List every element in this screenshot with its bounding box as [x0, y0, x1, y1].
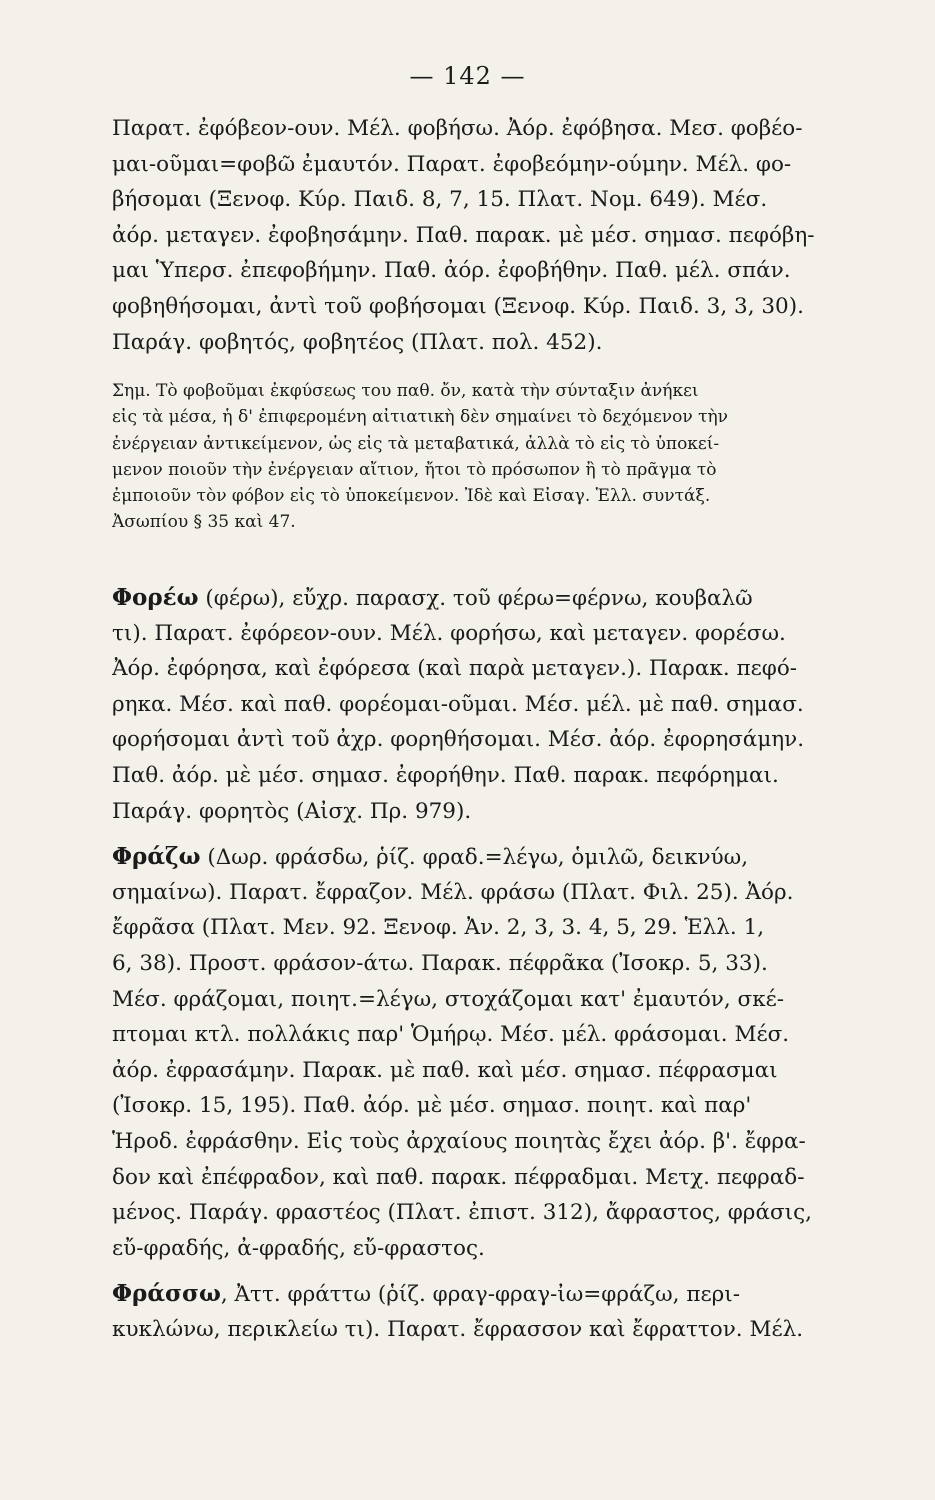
headword-foreo: Φορέω	[112, 584, 199, 611]
note-line: ἐμποιοῦν τὸν φόβον εἰς τὸ ὑποκείμενον. Ἰδὲ καὶ Εἰσαγ. Ἑλλ. συντάξ.	[112, 486, 711, 507]
text-line: μένος. Παράγ. φραστέος (Πλατ. ἐπιστ. 312), ἄφραστος, φράσις,	[112, 1200, 812, 1226]
text-line: μαι-οῦμαι=φοβῶ ἐμαυτόν. Παρατ. ἐφοβεόμην-ούμην. Μέλ. φο-	[112, 151, 792, 177]
text-line: Ἀόρ. ἐφόρησα, καὶ ἐφόρεσα (καὶ παρὰ μεταγεν.). Παρακ. πεφό-	[112, 656, 798, 682]
text-line: Ἡροδ. ἐφράσθην. Εἰς τοὺς ἀρχαίους ποιητὰς ἔχει ἀόρ. β'. ἔφρα-	[112, 1128, 806, 1154]
text-line: Παράγ. φοβητός, φοβητέος (Πλατ. πολ. 452).	[112, 329, 603, 355]
text-line: σημαίνω). Παρατ. ἔφραζον. Μέλ. φράσω (Πλατ. Φιλ. 25). Ἀόρ.	[112, 879, 794, 905]
text-line: ρηκα. Μέσ. καὶ παθ. φορέομαι-οῦμαι. Μέσ. μέλ. μὲ παθ. σημασ.	[112, 691, 804, 717]
text-line: Μέσ. φράζομαι, ποιητ.=λέγω, στοχάζομαι κατ' ἐμαυτόν, σκέ-	[112, 986, 785, 1012]
text-line: ἀόρ. μεταγεν. ἐφοβησάμην. Παθ. παρακ. μὲ μέσ. σημασ. πεφόβη-	[112, 222, 815, 248]
text-line: Παρατ. ἐφόβεον-ουν. Μέλ. φοβήσω. Ἀόρ. ἐφόβησα. Μεσ. φοβέο-	[112, 116, 803, 141]
text-line: Παράγ. φορητὸς (Αἰσχ. Πρ. 979).	[112, 798, 472, 824]
entries-block	[112, 580, 850, 1347]
text-line: πτομαι κτλ. πολλάκις παρ' Ὁμήρῳ. Μέσ. μέλ. φράσομαι. Μέσ.	[112, 1022, 790, 1048]
text-line: μαι Ὑπερσ. ἐπεφοβήμην. Παθ. ἀόρ. ἐφοβήθην. Παθ. μέλ. σπάν.	[112, 258, 791, 284]
note-line: Ἀσωπίου § 35 καὶ 47.	[112, 512, 296, 533]
text-line: βήσομαι (Ξενοφ. Κύρ. Παιδ. 8, 7, 15. Πλατ. Νομ. 649). Μέσ.	[112, 187, 768, 213]
entry-foreo-first-line	[112, 580, 850, 616]
text-line: Παθ. ἀόρ. μὲ μέσ. σημασ. ἐφορήθην. Παθ. παρακ. πεφόρημαι.	[112, 762, 779, 788]
text-line: ἔφρᾶσα (Πλατ. Μεν. 92. Ξενοφ. Ἀν. 2, 3, 3. 4, 5, 29. Ἑλλ. 1,	[112, 915, 765, 941]
text-line: φοβηθήσομαι, ἀντὶ τοῦ φοβήσομαι (Ξενοφ. Κύρ. Παιδ. 3, 3, 30).	[112, 293, 804, 319]
text-line: ἀόρ. ἐφρασάμην. Παρακ. μὲ παθ. καὶ μέσ. σημασ. πέφρασμαι	[112, 1057, 778, 1083]
page-number: — 142 —	[409, 62, 526, 90]
note-line: ἐνέργειαν ἀντικείμενον, ὡς εἰς τὰ μεταβατικά, ἀλλὰ τὸ εἰς τὸ ὑποκεί-	[112, 433, 720, 454]
text-line: εὔ-φραδής, ἀ-φραδής, εὔ-φραστος.	[112, 1235, 485, 1261]
entry-frazo-first-line	[112, 839, 850, 875]
grammar-note	[112, 378, 850, 536]
entry-fobeo-continuation	[112, 111, 850, 360]
text-line: (Ἰσοκρ. 15, 195). Παθ. ἀόρ. μὲ μέσ. σημασ. ποιητ. καὶ παρ'	[112, 1093, 752, 1119]
text-fragment: , Ἀττ. φράττω (ῥίζ. φραγ-φραγ-ἰω=φράζω, περι-	[220, 1282, 740, 1308]
note-line: εἰς τὰ μέσα, ἡ δ' ἐπιφερομένη αἰτιατικὴ δὲν σημαίνει τὸ δεχόμενον τὴν	[112, 407, 728, 428]
text-line: κυκλώνω, περικλείω τι). Παρατ. ἔφρασσον καὶ ἔφραττον. Μέλ.	[112, 1316, 804, 1342]
entry-spacer	[112, 1266, 850, 1276]
entry-frasso-first-line	[112, 1276, 850, 1312]
text-fragment: (φέρω), εὔχρ. παρασχ. τοῦ φέρω=φέρνω, κουβαλῶ	[198, 586, 753, 611]
headword-frasso: Φράσσω	[112, 1280, 221, 1308]
entry-spacer	[112, 829, 850, 839]
headword-frazo: Φράζω	[112, 843, 201, 871]
text-line: φορήσομαι ἀντὶ τοῦ ἀχρ. φορηθήσομαι. Μέσ. ἀόρ. ἐφορησάμην.	[112, 727, 805, 753]
note-line: μενον ποιοῦν τὴν ἐνέργειαν αἴτιον, ἤτοι τὸ πρόσωπον ἢ τὸ πρᾶγμα τὸ	[112, 459, 717, 480]
text-line: 6, 38). Προστ. φράσον-άτω. Παρακ. πέφρᾶκα (Ἰσοκρ. 5, 33).	[112, 950, 768, 976]
text-line: τι). Παρατ. ἐφόρεον-ουν. Μέλ. φορήσω, καὶ μεταγεν. φορέσω.	[112, 620, 786, 646]
note-line: Σημ. Τὸ φοβοῦμαι ἐκφύσεως του παθ. ὄν, κατὰ τὴν σύνταξιν ἀνήκει	[112, 381, 699, 401]
text-line: δον καὶ ἐπέφραδον, καὶ παθ. παρακ. πέφραδμαι. Μετχ. πεφραδ-	[112, 1164, 805, 1190]
text-fragment: (Δωρ. φράσδω, ῥίζ. φραδ.=λέγω, ὁμιλῶ, δεικνύω,	[200, 845, 749, 871]
